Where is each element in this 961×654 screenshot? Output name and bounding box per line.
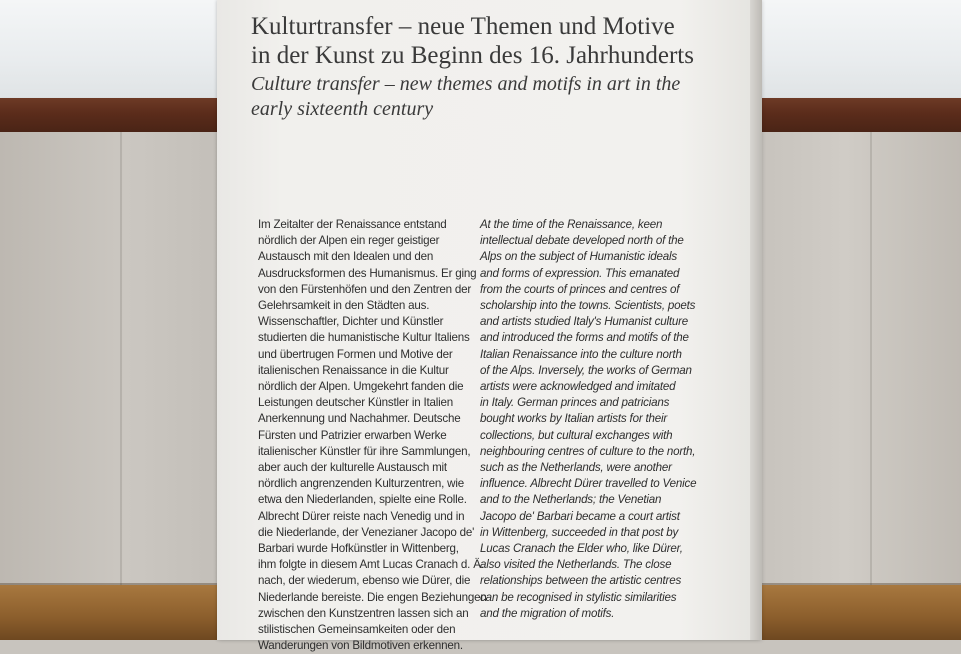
sign-title-german: Kulturtransfer – neue Themen und Motive in der Kunst zu Beginn des 16. Jahrhunderts bbox=[251, 13, 694, 69]
sign-title-english: Culture transfer – new themes and motifs in art in the early sixteenth century bbox=[251, 73, 681, 120]
wall-panel-right bbox=[750, 132, 961, 587]
wall-panel-left bbox=[0, 132, 230, 587]
wall-seam bbox=[120, 132, 122, 587]
wall-seam bbox=[870, 132, 872, 587]
sign-panel-edge bbox=[750, 0, 762, 640]
sign-body-english: At the time of the Renaissance, keen intellectual debate developed north of the Alps on the subject of Humanistic ideals and forms of expression. This emanated from the courts of princes and centres of scholarship into the towns. Scientists, poets and artists studied Italy's Humanist culture and introduced the forms and motifs of the Italian Renaissance into the culture north of the Alps. Inversely, the works of German artists were acknowledged and imitated in Italy. German princes and patricians bought works by Italian artists for their collections, but cultural exchanges with neighbouring centres of culture to the north, such as the Netherlands, were another influence. Albrecht Dürer travelled to Venice and to the Netherlands; the Venetian Jacopo de' Barbari became a court artist in Wittenberg, succeeded in that post by Lucas Cranach the Elder who, like Dürer, also visited the Netherlands. The close relationships between the artistic centres can be recognised in stylistic similarities and the migration of motifs. bbox=[480, 218, 697, 620]
sign-body-german: Im Zeitalter der Renaissance entstand nördlich der Alpen ein reger geistiger Austausch mit den Idealen und den Ausdrucksformen des Humanismus. Er ging von den Fürstenhöfen und den Zentren der Gelehrsamkeit in den Städten aus. Wissenschaftler, Dichter und Künstler studierten die humanistische Kultur Italiens und übertrugen Formen und Motive der italienischen Renaissance in die Kultur nördlich der Alpen. Umgekehrt fanden die Leistungen deutscher Künstler in Italien Anerkennung und Nachahmer. Deutsche Fürsten und Patrizier erwarben Werke italienischer Künstler für ihre Sammlungen, aber auch der kulturelle Austausch mit nördlich angrenzenden Kulturzentren, wie etwa den Niederlanden, spielte eine Rolle. Albrecht Dürer reiste nach Venedig und in die Niederlande, der Venezianer Jacopo de' Barbari wurde Hofkünstler in Wittenberg, ihm folgte in diesem Amt Lucas Cranach d. Ä. nach, der wiederum, ebenso wie Dürer, die Niederlande bereiste. Die engen Beziehungen zwischen den Kunstzentren lassen sich an stilistischen Gemeinsamkeiten oder den Wanderungen von Bildmotiven erkennen. bbox=[258, 218, 487, 653]
